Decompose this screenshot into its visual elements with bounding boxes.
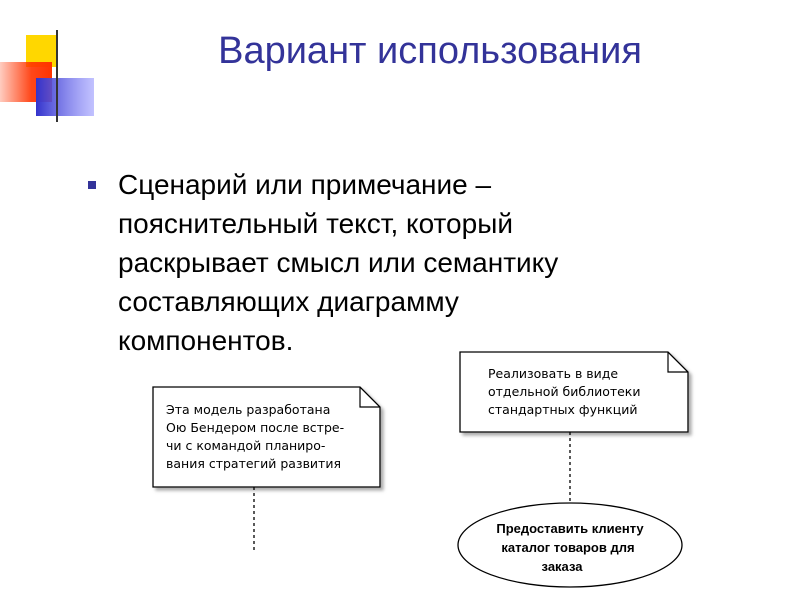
bullet-line: пояснительный текст, который [118,208,513,239]
note-left-line: вания стратегий развития [166,456,341,471]
bullet-line: раскрывает смысл или семантику [118,247,559,278]
usecase-line: заказа [541,559,583,574]
note-right [460,352,688,432]
slide-title: Вариант использования [218,30,642,72]
usecase-line: каталог товаров для [501,540,635,555]
note-left-line: Эта модель разработана [166,402,331,417]
note-right-line: стандартных функций [488,402,638,417]
note-right-line: отдельной библиотеки [488,384,641,399]
bullet-line: составляющих диаграмму [118,286,459,317]
note-left-line: чи с командой планиро- [166,438,326,453]
bullet-line: компонентов. [118,325,294,356]
note-left-line: Ою Бендером после встре- [166,420,345,435]
note-left [153,387,380,487]
usecase-line: Предоставить клиенту [496,521,644,536]
usecase [458,503,682,587]
note-right-line: Реализовать в виде [488,366,619,381]
bullet-line: Сценарий или примечание – [118,169,492,200]
